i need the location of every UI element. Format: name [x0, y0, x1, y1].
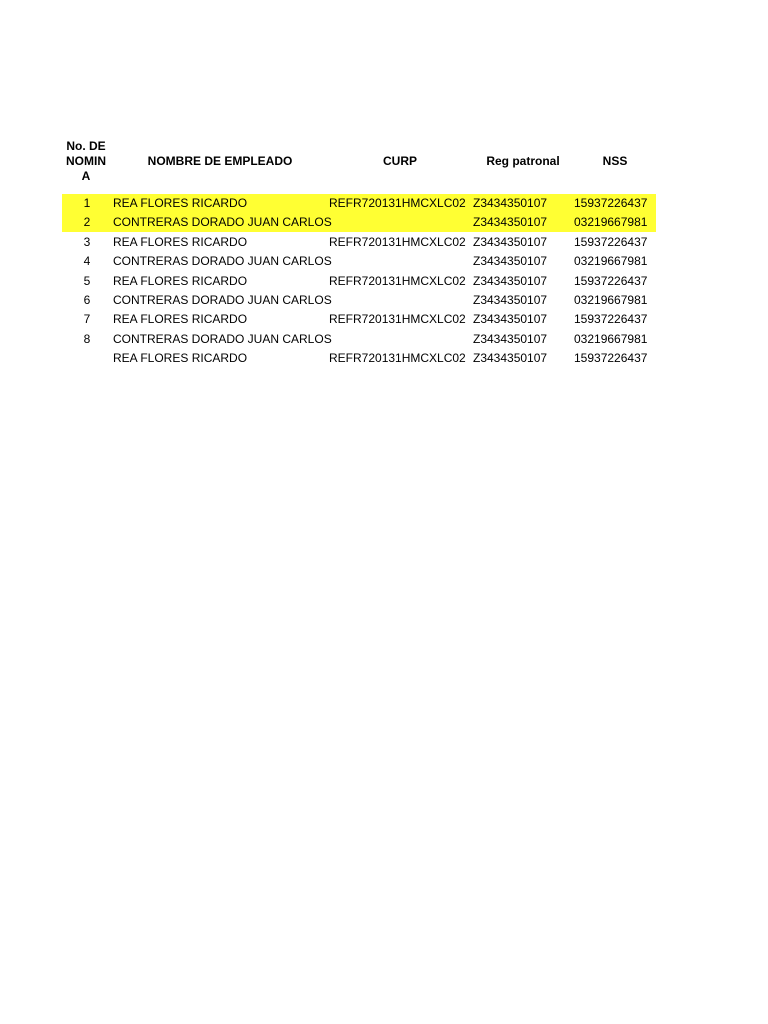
cell-no-nomina: 6: [83, 293, 91, 307]
cell-reg-patronal: Z3434350107: [473, 274, 548, 288]
table-row: [62, 233, 656, 252]
cell-no-nomina: 8: [83, 332, 91, 346]
header-no-nomina-line3: A: [81, 169, 91, 183]
cell-nombre: CONTRERAS DORADO JUAN CARLOS: [113, 215, 332, 229]
cell-nombre: REA FLORES RICARDO: [113, 235, 248, 249]
cell-reg-patronal: Z3434350107: [473, 235, 548, 249]
cell-no-nomina: 4: [83, 254, 91, 268]
cell-nss: 15937226437: [574, 196, 648, 210]
cell-curp: [329, 213, 469, 232]
cell-curp: REFR720131HMCXLC02: [329, 235, 466, 249]
cell-curp: [329, 252, 469, 271]
cell-nombre: REA FLORES RICARDO: [113, 351, 248, 365]
cell-reg-patronal: Z3434350107: [473, 332, 548, 346]
cell-no-nomina: 7: [83, 312, 91, 326]
table-row: [62, 310, 656, 329]
cell-nombre: REA FLORES RICARDO: [113, 196, 248, 210]
cell-curp: REFR720131HMCXLC02: [329, 351, 466, 365]
table-row: [62, 330, 656, 349]
cell-reg-patronal: Z3434350107: [473, 312, 548, 326]
cell-nombre: REA FLORES RICARDO: [113, 274, 248, 288]
cell-no-nomina: 1: [83, 196, 91, 210]
cell-reg-patronal: Z3434350107: [473, 351, 548, 365]
cell-nss: 15937226437: [574, 274, 648, 288]
header-nombre-empleado: NOMBRE DE EMPLEADO: [147, 154, 293, 168]
cell-reg-patronal: Z3434350107: [473, 215, 548, 229]
table-row: [62, 252, 656, 271]
cell-nombre: CONTRERAS DORADO JUAN CARLOS: [113, 254, 332, 268]
cell-nss: 15937226437: [574, 235, 648, 249]
cell-no-nomina: 5: [83, 274, 91, 288]
header-no-nomina: [60, 139, 112, 184]
cell-nss: 03219667981: [574, 332, 648, 346]
table-row: [62, 291, 656, 310]
cell-nss: 03219667981: [574, 293, 648, 307]
cell-nombre: REA FLORES RICARDO: [113, 312, 248, 326]
cell-nombre: CONTRERAS DORADO JUAN CARLOS: [113, 293, 332, 307]
cell-nss: 15937226437: [574, 351, 648, 365]
cell-curp: REFR720131HMCXLC02: [329, 312, 466, 326]
header-no-nomina-line1: No. DE: [66, 139, 106, 153]
cell-nombre: CONTRERAS DORADO JUAN CARLOS: [113, 332, 332, 346]
table-row: [62, 194, 656, 213]
cell-nss: 03219667981: [574, 215, 648, 229]
cell-no-nomina: 2: [83, 215, 91, 229]
header-curp: CURP: [382, 154, 417, 168]
cell-reg-patronal: Z3434350107: [473, 196, 548, 210]
cell-nss: 03219667981: [574, 254, 648, 268]
table-row: [62, 213, 656, 232]
table-row: [62, 272, 656, 291]
cell-nss: 15937226437: [574, 312, 648, 326]
header-no-nomina-line2: NOMIN: [66, 154, 106, 168]
cell-reg-patronal: Z3434350107: [473, 293, 548, 307]
cell-curp: [329, 291, 469, 310]
table-row: [62, 349, 656, 368]
header-reg-patronal: Reg patronal: [486, 154, 560, 168]
cell-reg-patronal: Z3434350107: [473, 254, 548, 268]
cell-no-nomina: 3: [83, 235, 91, 249]
header-nss: NSS: [602, 154, 628, 168]
cell-no-nomina: [62, 349, 112, 368]
cell-curp: [329, 330, 469, 349]
cell-curp: REFR720131HMCXLC02: [329, 274, 466, 288]
cell-curp: REFR720131HMCXLC02: [329, 196, 466, 210]
